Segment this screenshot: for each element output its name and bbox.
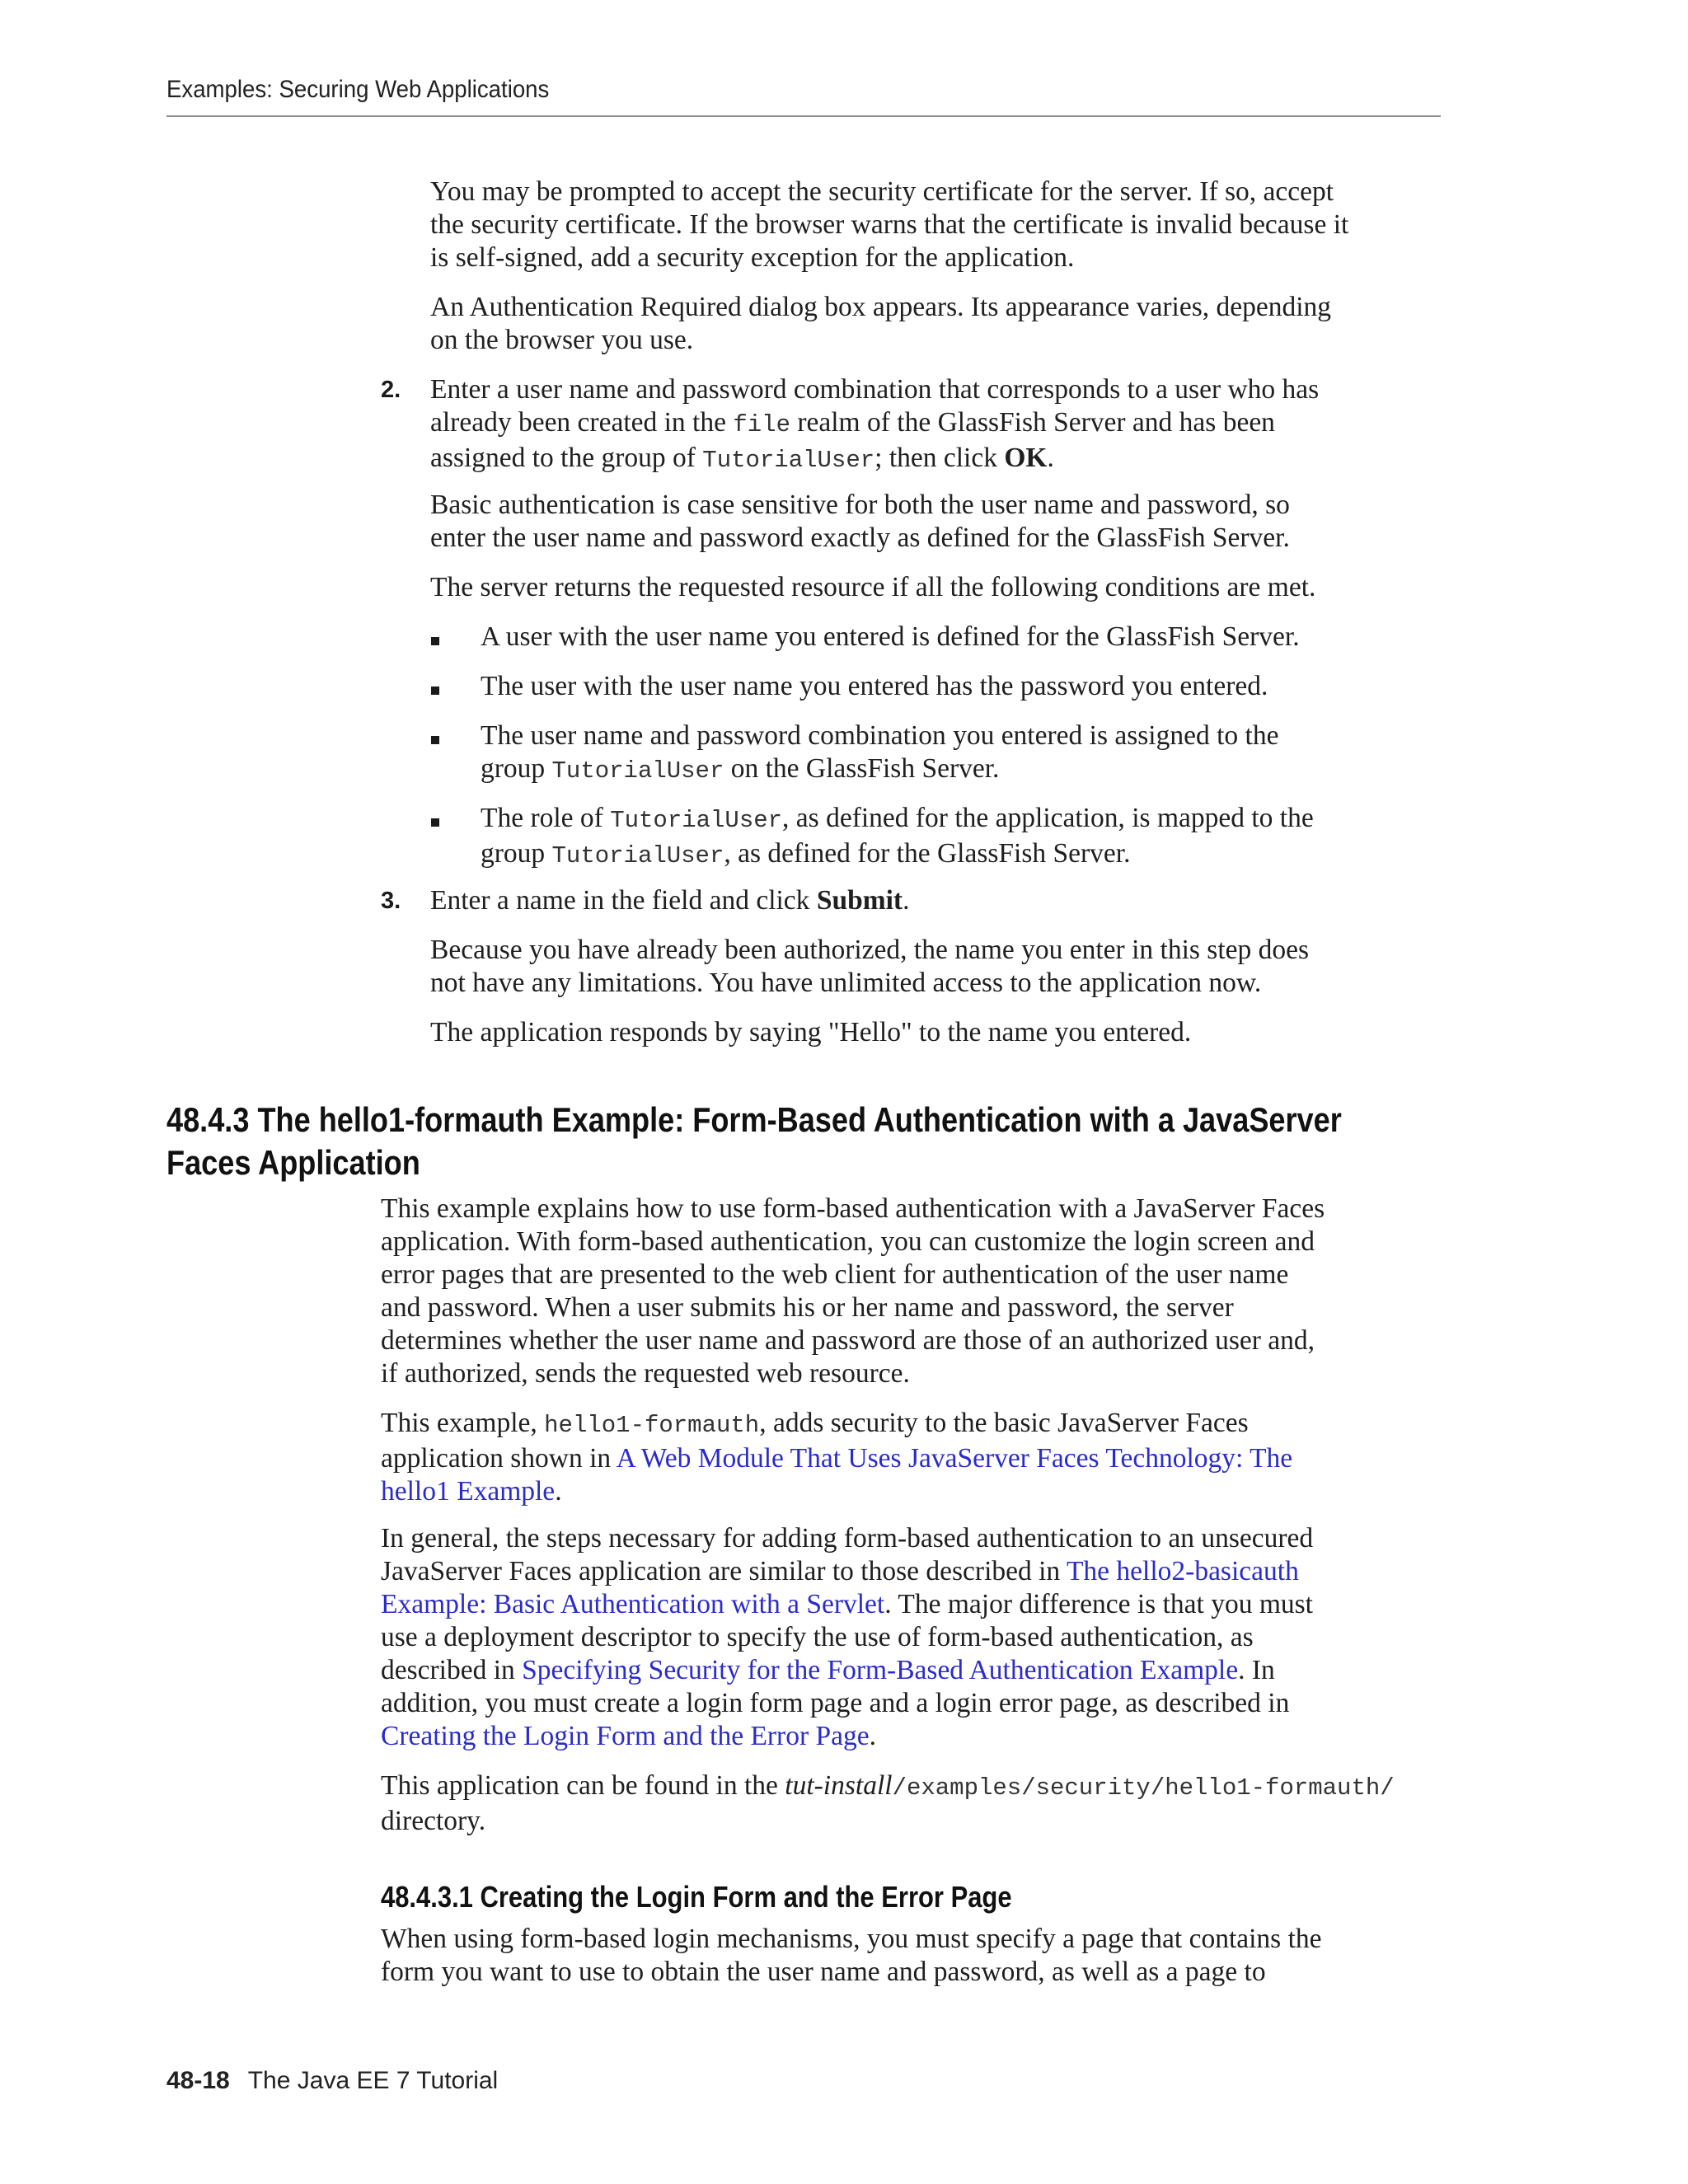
submit-label: Submit xyxy=(816,885,903,916)
page-number: 48-18 xyxy=(166,2067,230,2094)
link-creating-login-form[interactable]: Creating the Login Form and the Error Page xyxy=(381,1721,870,1751)
link-hello2-basicauth[interactable]: The hello2-basicauth xyxy=(1066,1556,1299,1586)
link-hello1-example[interactable]: hello1 Example xyxy=(381,1476,556,1507)
bullet-marker xyxy=(431,637,439,645)
header-rule xyxy=(166,115,1441,117)
section-heading: 48.4.3 The hello1-formauth Example: Form-Based Authentication with a JavaServer Faces Application xyxy=(166,1100,1342,1182)
bullet-item: A user with the user name you entered is defined for the GlassFish Server. xyxy=(481,621,1300,652)
code-path: /examples/security/hello1-formauth/ xyxy=(892,1774,1395,1802)
page-footer xyxy=(166,2067,498,2095)
section-intro-paragraph: This example explains how to use form-based authentication with a JavaServer Faces application. With form-based authentication, you can customize the login screen and error pages that are presented to the web client for authentication of the user name and password. When a user submits his or her name and password, the server determines whether the user name and password are those of an authorized user and, if authorized, sends the requested web resource. xyxy=(381,1193,1325,1389)
running-header: Examples: Securing Web Applications xyxy=(166,76,550,103)
bullet-item: The user with the user name you entered has the password you entered. xyxy=(481,671,1268,701)
book-title: The Java EE 7 Tutorial xyxy=(247,2067,499,2094)
link-hello2-basicauth[interactable]: Example: Basic Authentication with a Servlet xyxy=(381,1589,885,1619)
step3-instruction: Enter a name in the field and click Submit. xyxy=(430,885,910,916)
code-tutorialuser: TutorialUser xyxy=(610,807,783,834)
code-tutorialuser: TutorialUser xyxy=(702,447,875,474)
step2-instruction: Enter a user name and password combination that corresponds to a user who has already been created in the file realm of the GlassFish Server and has been assigned to the group of TutorialUser; then click OK. xyxy=(430,374,1320,474)
step2-paragraph-conditions: The server returns the requested resource if all the following conditions are met. xyxy=(430,572,1316,602)
step3-paragraph-authorized: Because you have already been authorized, the name you enter in this step does not have any limitations. You have unlimited access to the application now. xyxy=(430,935,1310,998)
code-tutorialuser: TutorialUser xyxy=(551,842,724,869)
tut-install-variable: tut-install xyxy=(785,1770,893,1801)
bullet-marker xyxy=(431,818,439,827)
step-number-3: 3. xyxy=(381,888,401,914)
bullet-item: The role of TutorialUser, as defined for the application, is mapped to the group TutorialUser, as defined for the GlassFish Server. xyxy=(481,803,1314,869)
subsection-paragraph: When using form-based login mechanisms, you must specify a page that contains the form you want to use to obtain the user name and password, as well as a page to xyxy=(381,1924,1322,1987)
section-example-paragraph: This example, hello1-formauth, adds security to the basic JavaServer Faces application shown in A Web Module That Uses JavaServer Faces Technology: The hello1 Example. xyxy=(381,1408,1293,1507)
step3-paragraph-response: The application responds by saying "Hello" to the name you entered. xyxy=(430,1017,1192,1047)
bullet-marker xyxy=(431,736,439,744)
ok-label: OK xyxy=(1004,443,1048,473)
bullet-marker xyxy=(431,687,439,695)
link-hello1-example[interactable]: A Web Module That Uses JavaServer Faces Technology: The xyxy=(616,1443,1293,1474)
link-specifying-security[interactable]: Specifying Security for the Form-Based Authentication Example xyxy=(522,1655,1239,1685)
section-steps-paragraph: In general, the steps necessary for adding form-based authentication to an unsecured JavaServer Faces application are similar to those described in The hello2-basicauth Example: Basic Authentication with a Servlet. The major difference is that you must use a deployment descriptor to specify the use of form-based authentication, as described in Specifying Security for the Form-Based Authentication Example. In addition, you must create a login form page and a login error page, as described in Creating the Login Form and the Error Page. xyxy=(381,1523,1314,1751)
subsection-heading: 48.4.3.1 Creating the Login Form and the Error Page xyxy=(381,1880,1012,1914)
step1-paragraph-certificate: You may be prompted to accept the security certificate for the server. If so, accept the security certificate. If the browser warns that the certificate is invalid because it is self-signed, add a security exception for the application. xyxy=(430,176,1349,273)
code-file: file xyxy=(733,411,790,438)
step1-paragraph-dialog: An Authentication Required dialog box appears. Its appearance varies, depending on the browser you use. xyxy=(430,292,1332,355)
section-location-paragraph: This application can be found in the tut-install/examples/security/hello1-formauth/ directory. xyxy=(381,1770,1395,1836)
code-hello1-formauth: hello1-formauth xyxy=(544,1412,760,1439)
step2-paragraph-case-sensitive: Basic authentication is case sensitive for both the user name and password, so enter the user name and password exactly as defined for the GlassFish Server. xyxy=(430,490,1290,553)
code-tutorialuser: TutorialUser xyxy=(551,757,724,785)
bullet-item: The user name and password combination you entered is assigned to the group TutorialUser on the GlassFish Server. xyxy=(481,720,1279,785)
step-number-2: 2. xyxy=(381,377,401,403)
